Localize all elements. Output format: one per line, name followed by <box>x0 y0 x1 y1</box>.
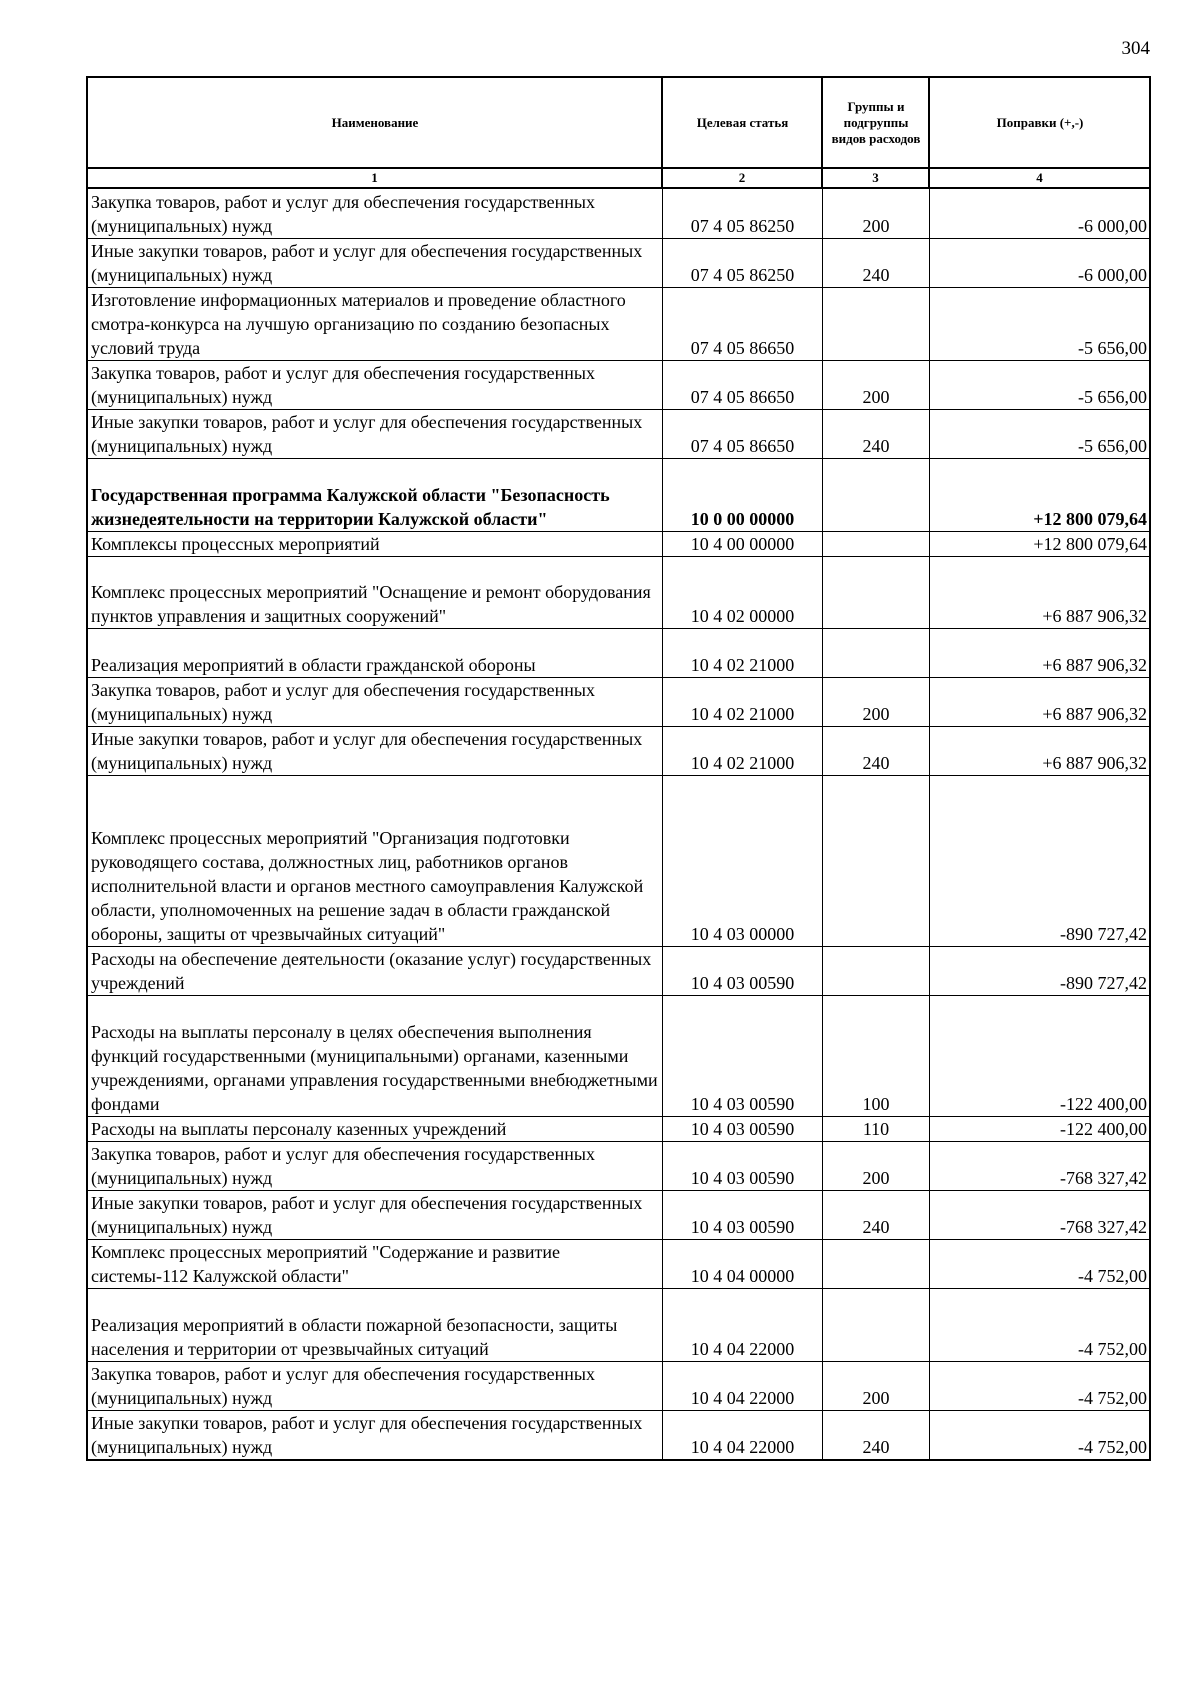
row-amendment-cell: -5 656,00 <box>929 287 1150 360</box>
table-row <box>87 775 1150 946</box>
row-amendment-cell: +6 887 906,32 <box>929 556 1150 628</box>
row-expense-group-cell: 240 <box>822 409 929 458</box>
row-name-cell: Закупка товаров, работ и услуг для обеспечения государственных (муниципальных) нужд <box>87 188 662 238</box>
row-name-cell: Иные закупки товаров, работ и услуг для обеспечения государственных (муниципальных) нужд <box>87 726 662 775</box>
row-amendment-cell: -122 400,00 <box>929 995 1150 1116</box>
header-target-article: Целевая статья <box>662 77 822 168</box>
row-target-article-cell: 07 4 05 86250 <box>662 238 822 287</box>
row-expense-group-cell <box>822 556 929 628</box>
row-name-cell: Закупка товаров, работ и услуг для обеспечения государственных (муниципальных) нужд <box>87 360 662 409</box>
row-amendment-cell: -4 752,00 <box>929 1288 1150 1361</box>
row-name-cell: Реализация мероприятий в области пожарной безопасности, защиты населения и территории от чрезвычайных ситуаций <box>87 1288 662 1361</box>
row-amendment-cell: +6 887 906,32 <box>929 628 1150 677</box>
row-amendment-cell: -890 727,42 <box>929 775 1150 946</box>
header-amendments: Поправки (+,-) <box>929 77 1150 168</box>
row-name-cell: Иные закупки товаров, работ и услуг для обеспечения государственных (муниципальных) нужд <box>87 409 662 458</box>
table-row <box>87 1288 1150 1361</box>
table-row <box>87 409 1150 458</box>
table-row <box>87 628 1150 677</box>
row-target-article-cell: 10 4 03 00590 <box>662 1190 822 1239</box>
row-name-cell: Расходы на выплаты персоналу казенных учреждений <box>87 1116 662 1141</box>
table-row <box>87 531 1150 556</box>
row-target-article-cell: 10 4 03 00590 <box>662 946 822 995</box>
table-body <box>87 188 1150 1460</box>
row-name-cell: Комплекс процессных мероприятий "Организация подготовки руководящего состава, должностных лиц, работников органов исполнительной власти и органов местного самоуправления Калужской области, уполномоченных на решение задач в области гражданской обороны, защиты от чрезвычайных ситуаций" <box>87 775 662 946</box>
row-name-cell: Закупка товаров, работ и услуг для обеспечения государственных (муниципальных) нужд <box>87 677 662 726</box>
table-header <box>87 77 1150 188</box>
row-target-article-cell: 10 4 03 00000 <box>662 775 822 946</box>
row-amendment-cell: -5 656,00 <box>929 409 1150 458</box>
budget-table <box>86 76 1151 1461</box>
row-amendment-cell: +12 800 079,64 <box>929 458 1150 531</box>
row-expense-group-cell: 100 <box>822 995 929 1116</box>
row-amendment-cell: -6 000,00 <box>929 238 1150 287</box>
table-row <box>87 677 1150 726</box>
row-expense-group-cell: 240 <box>822 238 929 287</box>
row-expense-group-cell: 200 <box>822 677 929 726</box>
row-expense-group-cell <box>822 628 929 677</box>
header-expense-groups: Группы и подгруппы видов расходов <box>822 77 929 168</box>
table-row <box>87 458 1150 531</box>
row-amendment-cell: +12 800 079,64 <box>929 531 1150 556</box>
column-number: 4 <box>929 168 1150 188</box>
row-target-article-cell: 10 0 00 00000 <box>662 458 822 531</box>
table-row <box>87 287 1150 360</box>
table-row <box>87 1239 1150 1288</box>
row-expense-group-cell <box>822 531 929 556</box>
row-target-article-cell: 10 4 02 21000 <box>662 726 822 775</box>
row-expense-group-cell <box>822 946 929 995</box>
table-row <box>87 1116 1150 1141</box>
row-target-article-cell: 07 4 05 86250 <box>662 188 822 238</box>
row-name-cell: Комплекс процессных мероприятий "Оснащение и ремонт оборудования пунктов управления и защитных сооружений" <box>87 556 662 628</box>
row-name-cell: Закупка товаров, работ и услуг для обеспечения государственных (муниципальных) нужд <box>87 1141 662 1190</box>
row-expense-group-cell <box>822 458 929 531</box>
row-name-cell: Закупка товаров, работ и услуг для обеспечения государственных (муниципальных) нужд <box>87 1361 662 1410</box>
row-expense-group-cell: 200 <box>822 1361 929 1410</box>
page-number: 304 <box>1121 38 1150 59</box>
table-row <box>87 1190 1150 1239</box>
table-row <box>87 238 1150 287</box>
row-amendment-cell: -4 752,00 <box>929 1361 1150 1410</box>
row-amendment-cell: -6 000,00 <box>929 188 1150 238</box>
table-row <box>87 946 1150 995</box>
table-row <box>87 995 1150 1116</box>
row-name-cell: Комплекс процессных мероприятий "Содержание и развитие системы-112 Калужской области" <box>87 1239 662 1288</box>
row-amendment-cell: -122 400,00 <box>929 1116 1150 1141</box>
row-name-cell: Иные закупки товаров, работ и услуг для обеспечения государственных (муниципальных) нужд <box>87 238 662 287</box>
row-target-article-cell: 07 4 05 86650 <box>662 287 822 360</box>
row-amendment-cell: +6 887 906,32 <box>929 726 1150 775</box>
row-name-cell: Расходы на выплаты персоналу в целях обеспечения выполнения функций государственными (муниципальными) органами, казенными учреждениями, органами управления государственными внебюджетными фондами <box>87 995 662 1116</box>
row-amendment-cell: -768 327,42 <box>929 1141 1150 1190</box>
header-name: Наименование <box>87 77 662 168</box>
row-target-article-cell: 10 4 04 22000 <box>662 1361 822 1410</box>
row-expense-group-cell <box>822 1239 929 1288</box>
table-row <box>87 1141 1150 1190</box>
column-number: 2 <box>662 168 822 188</box>
row-expense-group-cell <box>822 775 929 946</box>
row-target-article-cell: 10 4 03 00590 <box>662 995 822 1116</box>
row-target-article-cell: 10 4 02 00000 <box>662 556 822 628</box>
row-expense-group-cell <box>822 1288 929 1361</box>
row-name-cell: Изготовление информационных материалов и проведение областного смотра-конкурса на лучшую организацию по созданию безопасных условий труда <box>87 287 662 360</box>
row-expense-group-cell: 240 <box>822 1410 929 1460</box>
row-amendment-cell: +6 887 906,32 <box>929 677 1150 726</box>
row-target-article-cell: 10 4 04 22000 <box>662 1410 822 1460</box>
row-name-cell: Иные закупки товаров, работ и услуг для обеспечения государственных (муниципальных) нужд <box>87 1190 662 1239</box>
row-target-article-cell: 07 4 05 86650 <box>662 360 822 409</box>
row-target-article-cell: 10 4 04 00000 <box>662 1239 822 1288</box>
row-expense-group-cell: 240 <box>822 1190 929 1239</box>
row-amendment-cell: -4 752,00 <box>929 1239 1150 1288</box>
table-row <box>87 556 1150 628</box>
row-expense-group-cell: 240 <box>822 726 929 775</box>
row-expense-group-cell: 200 <box>822 188 929 238</box>
row-name-cell: Расходы на обеспечение деятельности (оказание услуг) государственных учреждений <box>87 946 662 995</box>
row-expense-group-cell: 200 <box>822 360 929 409</box>
row-amendment-cell: -5 656,00 <box>929 360 1150 409</box>
row-name-cell: Государственная программа Калужской области "Безопасность жизнедеятельности на территории Калужской области" <box>87 458 662 531</box>
row-amendment-cell: -4 752,00 <box>929 1410 1150 1460</box>
row-expense-group-cell: 200 <box>822 1141 929 1190</box>
table-row <box>87 726 1150 775</box>
table-row <box>87 1410 1150 1460</box>
column-number: 1 <box>87 168 662 188</box>
row-target-article-cell: 10 4 02 21000 <box>662 628 822 677</box>
table-row <box>87 1361 1150 1410</box>
column-number: 3 <box>822 168 929 188</box>
table-row <box>87 188 1150 238</box>
row-expense-group-cell <box>822 287 929 360</box>
row-target-article-cell: 10 4 03 00590 <box>662 1116 822 1141</box>
row-target-article-cell: 07 4 05 86650 <box>662 409 822 458</box>
row-expense-group-cell: 110 <box>822 1116 929 1141</box>
row-name-cell: Иные закупки товаров, работ и услуг для обеспечения государственных (муниципальных) нужд <box>87 1410 662 1460</box>
row-amendment-cell: -890 727,42 <box>929 946 1150 995</box>
row-target-article-cell: 10 4 02 21000 <box>662 677 822 726</box>
row-name-cell: Реализация мероприятий в области гражданской обороны <box>87 628 662 677</box>
row-target-article-cell: 10 4 04 22000 <box>662 1288 822 1361</box>
table-row <box>87 360 1150 409</box>
row-target-article-cell: 10 4 03 00590 <box>662 1141 822 1190</box>
row-target-article-cell: 10 4 00 00000 <box>662 531 822 556</box>
row-name-cell: Комплексы процессных мероприятий <box>87 531 662 556</box>
row-amendment-cell: -768 327,42 <box>929 1190 1150 1239</box>
